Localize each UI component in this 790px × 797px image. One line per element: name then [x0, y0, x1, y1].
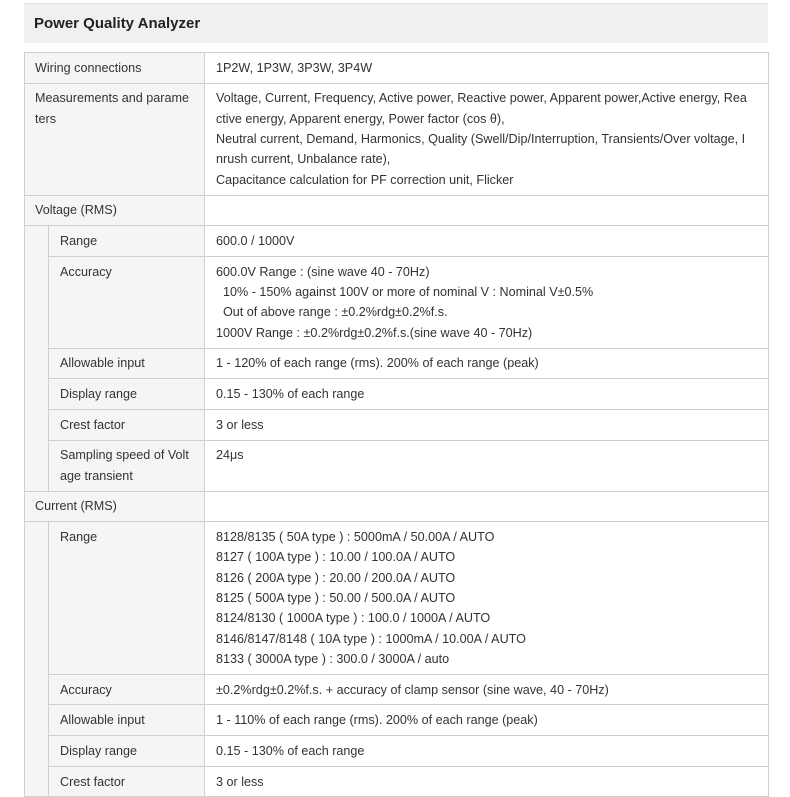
row-label: Allowable input [49, 705, 205, 736]
value-line: nrush current, Unbalance rate), [216, 152, 391, 167]
value-line: Capacitance calculation for PF correction unit, Flicker [216, 172, 514, 187]
table-row-measurements [25, 83, 769, 195]
table-row-voltage-range [25, 226, 769, 257]
table-row-current-display [25, 736, 769, 767]
value-line: Neutral current, Demand, Harmonics, Quality (Swell/Dip/Interruption, Transients/Over voltage, I [216, 132, 746, 147]
table-row-voltage-sampling [25, 440, 769, 491]
indent-cell [25, 674, 49, 705]
value-line: 8133 ( 3000A type ) : 300.0 / 3000A / auto [216, 651, 450, 666]
indent-cell [25, 409, 49, 440]
row-value [205, 522, 769, 674]
value-line: 10% - 150% against 100V or more of nominal V : Nominal V±0.5% [216, 285, 594, 300]
table-row-voltage-allowable [25, 348, 769, 379]
row-value [205, 195, 769, 226]
value-line: Out of above range : ±0.2%rdg±0.2%f.s. [216, 305, 448, 320]
row-label: Crest factor [49, 409, 205, 440]
row-value [205, 491, 769, 522]
table-row-current-allowable [25, 705, 769, 736]
indent-cell [25, 256, 49, 348]
row-label: Range [49, 522, 205, 674]
row-label [49, 440, 205, 491]
indent-cell [25, 348, 49, 379]
row-value: 1 - 120% of each range (rms). 200% of each range (peak) [205, 348, 769, 379]
table-row-wiring [25, 53, 769, 84]
row-label: Allowable input [49, 348, 205, 379]
row-label: Crest factor [49, 766, 205, 797]
indent-cell [25, 226, 49, 257]
row-label: Accuracy [49, 256, 205, 348]
indent-cell [25, 379, 49, 410]
table-row-voltage-accuracy [25, 256, 769, 348]
row-label: Accuracy [49, 674, 205, 705]
group-label: Voltage (RMS) [25, 195, 205, 226]
spec-sheet [24, 0, 768, 797]
value-line: ctive energy, Apparent energy, Power factor (cos θ), [216, 111, 505, 126]
row-value [205, 256, 769, 348]
row-value: 3 or less [205, 766, 769, 797]
label-line: age transient [60, 468, 133, 483]
row-label: Wiring connections [25, 53, 205, 84]
table-row-voltage [25, 195, 769, 226]
value-line: 8146/8147/8148 ( 10A type ) : 1000mA / 10.00A / AUTO [216, 631, 526, 646]
table-row-voltage-display [25, 379, 769, 410]
row-value: 600.0 / 1000V [205, 226, 769, 257]
value-line: 8124/8130 ( 1000A type ) : 100.0 / 1000A / AUTO [216, 611, 491, 626]
value-line: 600.0V Range : (sine wave 40 - 70Hz) [216, 264, 430, 279]
value-line: Voltage, Current, Frequency, Active power, Reactive power, Apparent power,Active energy, Rea [216, 91, 747, 106]
row-value: ±0.2%rdg±0.2%f.s. + accuracy of clamp sensor (sine wave, 40 - 70Hz) [205, 674, 769, 705]
indent-cell [25, 736, 49, 767]
table-row-current-crest [25, 766, 769, 797]
row-value: 1P2W, 1P3W, 3P3W, 3P4W [205, 53, 769, 84]
spec-table [24, 52, 769, 797]
table-row-current-accuracy [25, 674, 769, 705]
page-title: Power Quality Analyzer [34, 15, 201, 32]
value-line: 1000V Range : ±0.2%rdg±0.2%f.s.(sine wave 40 - 70Hz) [216, 325, 533, 340]
row-label: Range [49, 226, 205, 257]
table-row-current [25, 491, 769, 522]
row-label: Display range [49, 379, 205, 410]
indent-cell [25, 705, 49, 736]
row-value [205, 83, 769, 195]
indent-cell [25, 440, 49, 491]
value-line: 8128/8135 ( 50A type ) : 5000mA / 50.00A / AUTO [216, 530, 495, 545]
label-line: Sampling speed of Volt [60, 448, 189, 463]
value-line: 8125 ( 500A type ) : 50.00 / 500.0A / AUTO [216, 590, 456, 605]
row-value: 24μs [205, 440, 769, 491]
row-value: 1 - 110% of each range (rms). 200% of each range (peak) [205, 705, 769, 736]
value-line: 8126 ( 200A type ) : 20.00 / 200.0A / AUTO [216, 570, 456, 585]
section-header [24, 3, 768, 43]
row-label [25, 83, 205, 195]
row-value: 0.15 - 130% of each range [205, 736, 769, 767]
label-line: ters [35, 111, 56, 126]
row-label: Display range [49, 736, 205, 767]
table-row-current-range [25, 522, 769, 674]
table-row-voltage-crest [25, 409, 769, 440]
indent-cell [25, 766, 49, 797]
group-label: Current (RMS) [25, 491, 205, 522]
label-line: Measurements and parame [35, 91, 190, 106]
indent-cell [25, 522, 49, 674]
row-value: 0.15 - 130% of each range [205, 379, 769, 410]
value-line: 8127 ( 100A type ) : 10.00 / 100.0A / AUTO [216, 550, 456, 565]
row-value: 3 or less [205, 409, 769, 440]
